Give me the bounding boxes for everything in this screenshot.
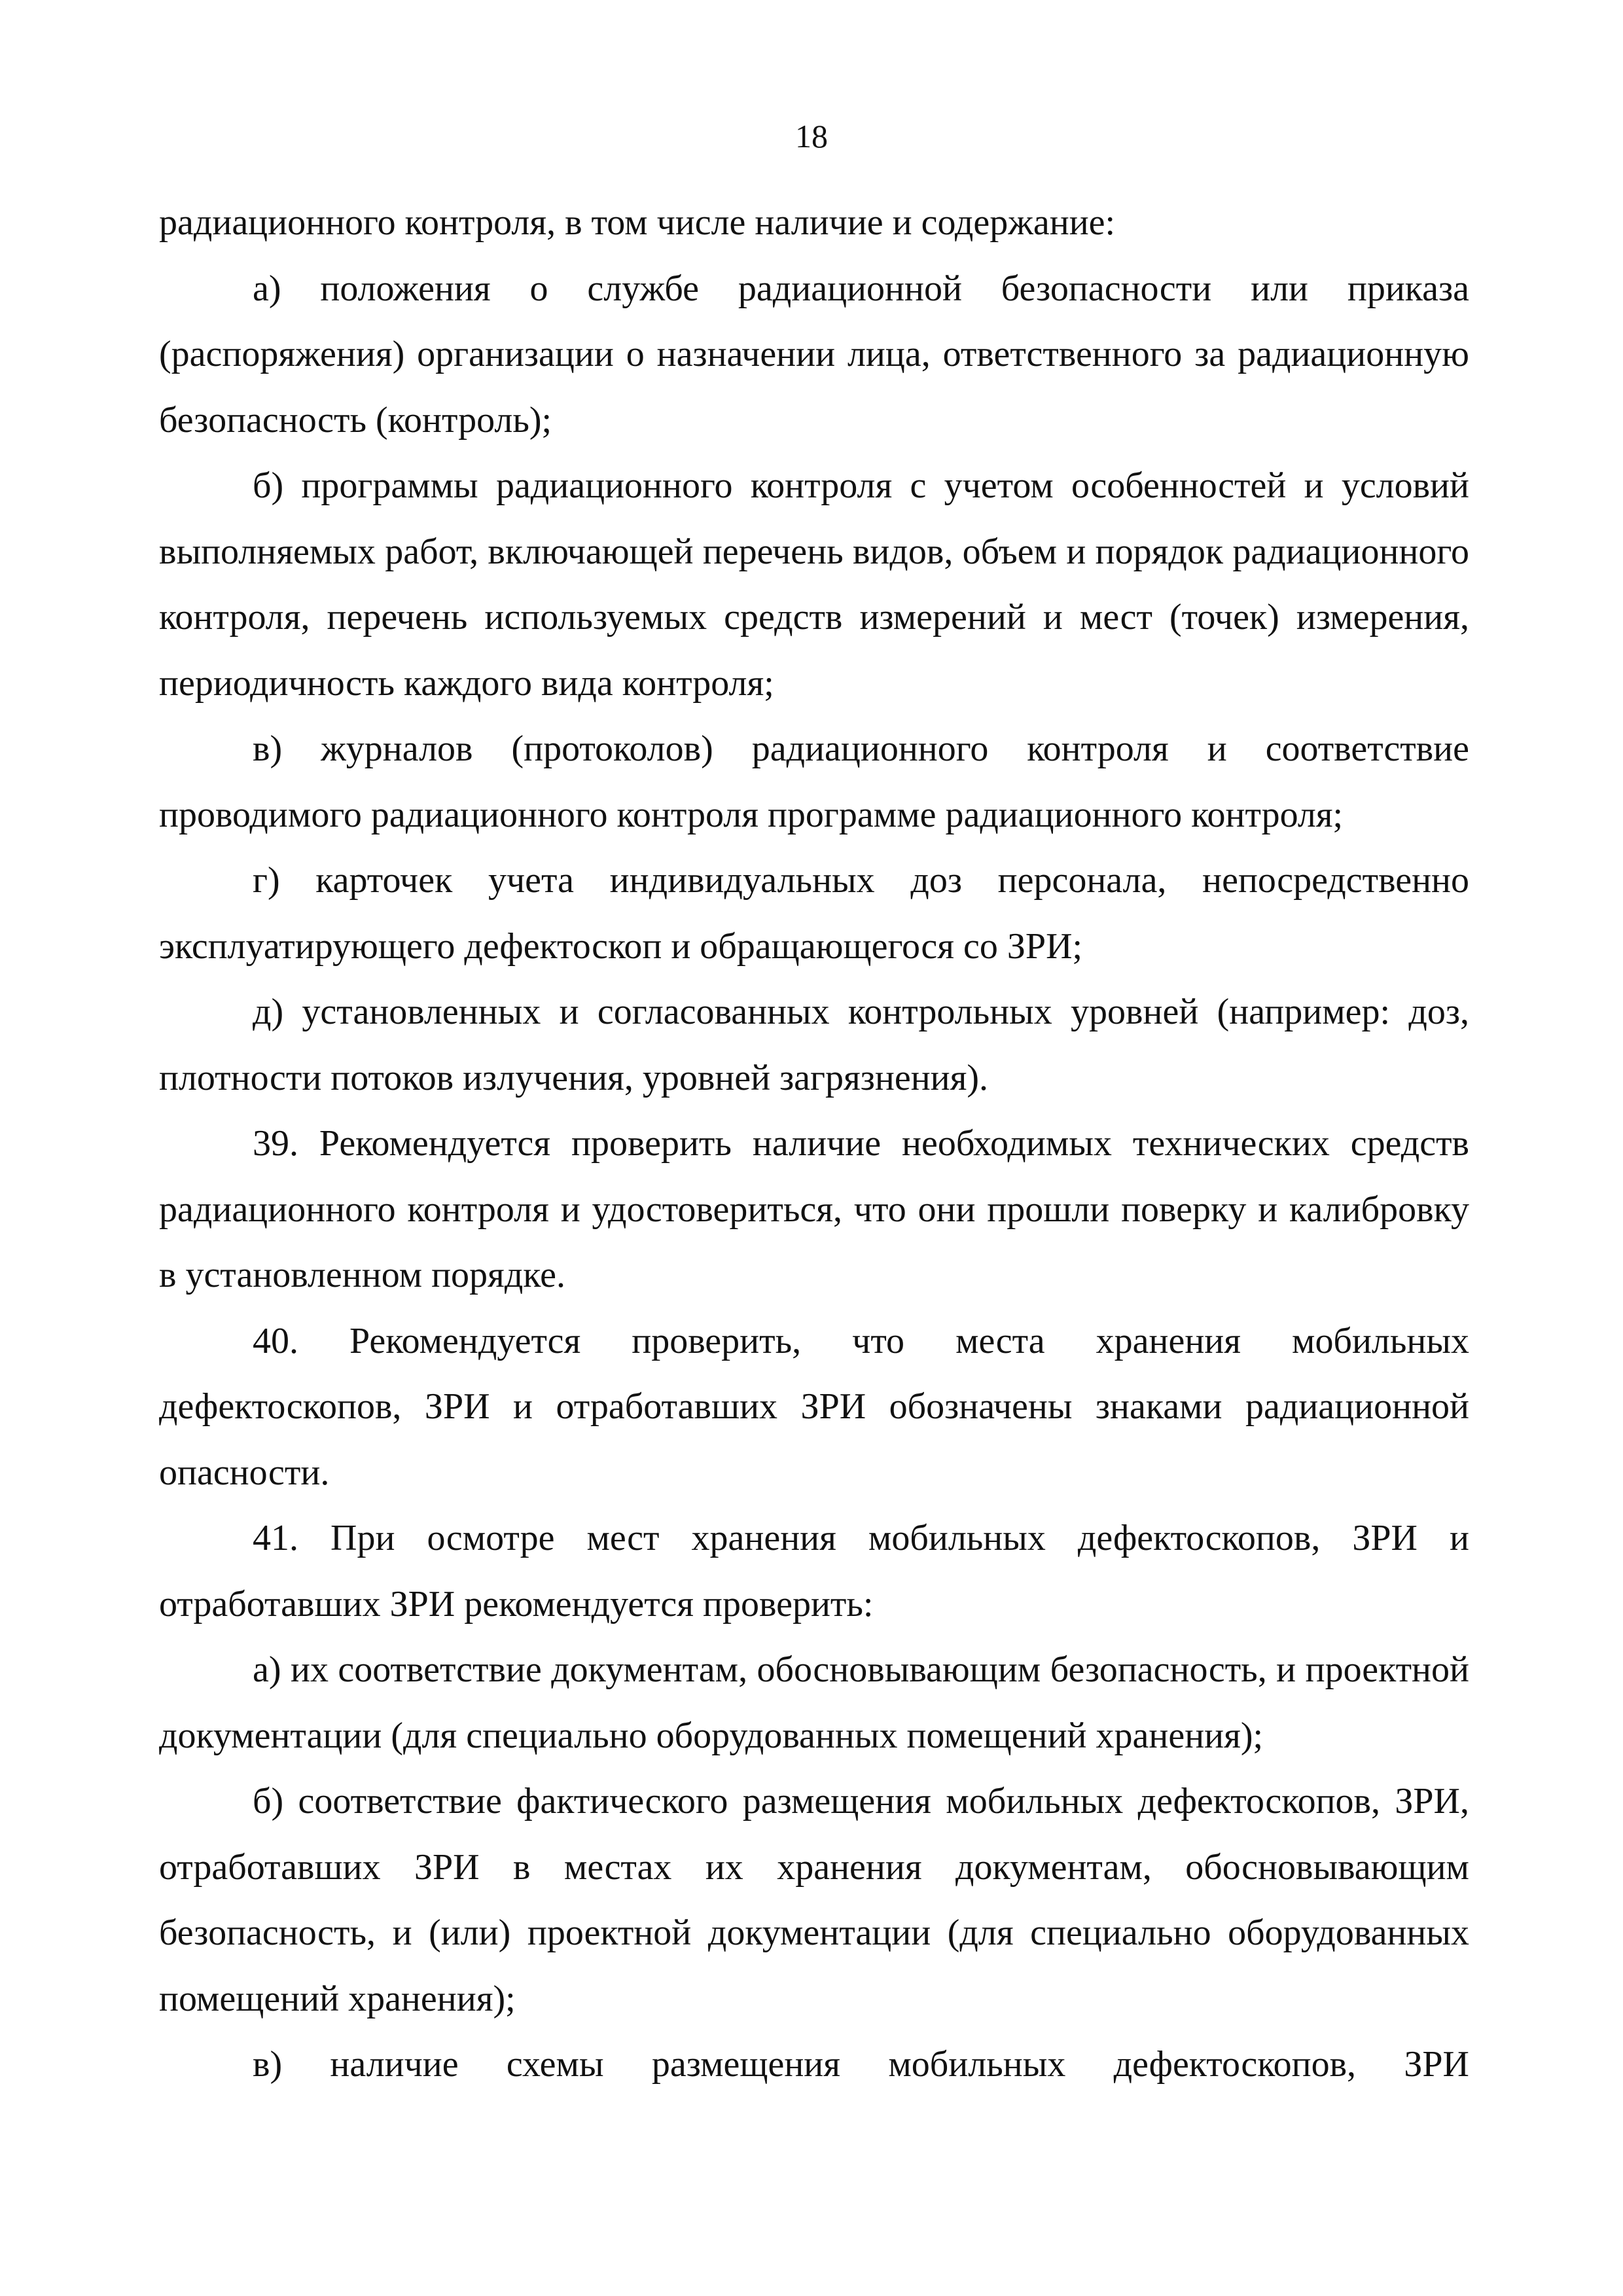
page-number: 18 <box>795 118 828 154</box>
paragraph-item-a-regulation: а) положения о службе радиационной безопасности или приказа (распоряжения) организации о назначении лица, ответственного за радиационную безопасность (контроль); <box>159 268 1469 440</box>
paragraph-41: 41. При осмотре мест хранения мобильных дефектоскопов, ЗРИ и отработавших ЗРИ рекомендуется проверить: <box>159 1518 1469 1624</box>
paragraph-item-d-control-levels: д) установленных и согласованных контрольных уровней (например: доз, плотности потоков излучения, уровней загрязнения). <box>159 992 1469 1098</box>
paragraph-40: 40. Рекомендуется проверить, что места хранения мобильных дефектоскопов, ЗРИ и отработавших ЗРИ обозначены знаками радиационной опасности. <box>159 1320 1469 1493</box>
paragraph-continuation: радиационного контроля, в том числе наличие и содержание: <box>159 202 1116 243</box>
paragraph-item-g-dose-cards: г) карточек учета индивидуальных доз персонала, непосредственно эксплуатирующего дефектоскоп и обращающегося со ЗРИ; <box>159 860 1469 967</box>
document-body <box>159 190 1469 2098</box>
paragraph-41-item-v: в) наличие схемы размещения мобильных дефектоскопов, ЗРИ <box>253 2044 1469 2085</box>
paragraph-39: 39. Рекомендуется проверить наличие необходимых технических средств радиационного контроля и удостовериться, что они прошли поверку и калибровку в установленном порядке. <box>159 1123 1469 1295</box>
paragraph-item-b-program: б) программы радиационного контроля с учетом особенностей и условий выполняемых работ, включающей перечень видов, объем и порядок радиационного контроля, перечень используемых средств измерений и мест (точек) измерения, периодичность каждого вида контроля; <box>159 465 1469 704</box>
paragraph-item-v-journals: в) журналов (протоколов) радиационного контроля и соответствие проводимого радиационного контроля программе радиационного контроля; <box>159 728 1469 835</box>
paragraph-41-item-a: а) их соответствие документам, обосновывающим безопасность, и проектной документации (для специально оборудованных помещений хранения); <box>159 1649 1469 1756</box>
paragraph-41-item-b: б) соответствие фактического размещения мобильных дефектоскопов, ЗРИ, отработавших ЗРИ в местах их хранения документам, обосновывающим безопасность, и (или) проектной документации (для специально оборудованных помещений хранения); <box>159 1781 1469 2019</box>
